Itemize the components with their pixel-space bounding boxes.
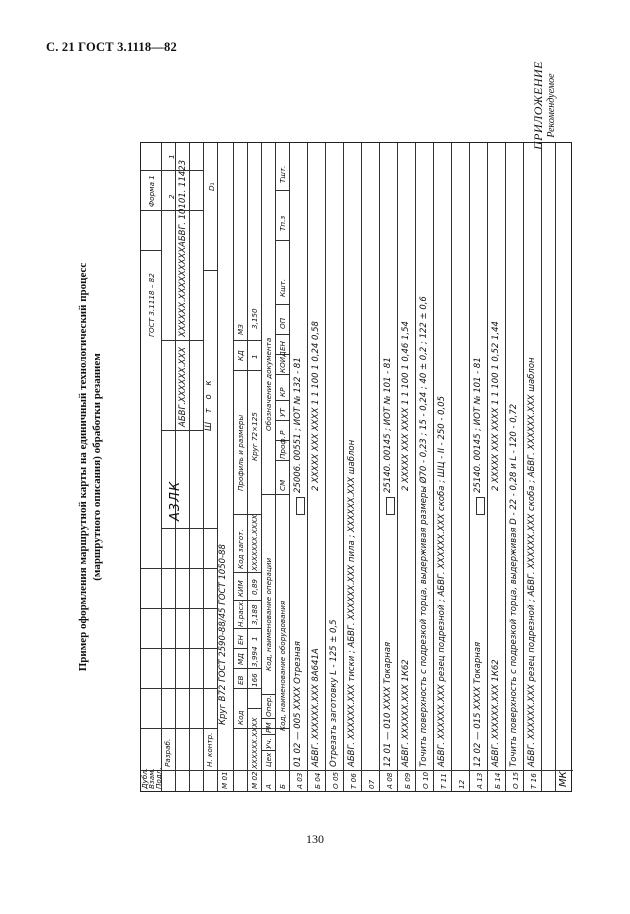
row-extra: 2 XXXXX XXX XXXX 1 1 100 1 0,24 0,58 <box>311 321 321 491</box>
row-text: АБВГ. XXXXXX.XXX 8А641А <box>311 648 321 767</box>
nkontr-label: Н. контр. <box>205 732 214 767</box>
bhead-prof: Проф. <box>278 436 287 459</box>
bhead-tpz: Тп.з <box>278 215 287 231</box>
document-title: Пример оформления маршрутной карты на единичный технологический процесс (маршрутного описания) обработки резанием <box>77 262 103 672</box>
row-extra: 25140. 00145 ; ИОТ № 101 - 81 <box>473 357 483 493</box>
row-text: АБВГ. XXXXXX.XXX 1К62 <box>491 659 501 767</box>
row-code: А 13 <box>475 772 484 789</box>
bhead-sm: СМ <box>278 479 287 491</box>
row-code: Б 04 <box>313 772 322 789</box>
route-card-form: Дубл. Взам. Подл. ГОСТ 3.1118 – 82 Форма 1 2 1 Разраб. Н. контр. А3ЛК АБВГ.XXXXXX.XXX XXXXXX.XXXXXXXXX АБВГ. 10101. 11423 D₁ Ш т о к М 01 Круг В72 ГОСТ 2590-88/45 ГОСТ 1050-88 Код ЕВ МД ЕН Н.расх. КИМ Код загот. Профиль и размеры КД МЗ М 02 XXXXXX.XXXX 166 3,994 1 3,188 0,89 XXXXXXX.XXXX Круг 72×125 1 3,150 А Цех Уч. РМ Опер. Код, наименование операции Обозначение документа Б Код, наименование оборудования СМ Проф. Р УТ КР КОИД ЕН ОП Кшт. Тп.з Тшт. А 03 01 02 — 005 XXXX Отрезная 25006. 00551 ; ИОТ № 132 - 81 Б 04 АБВГ. XXXXXX.XXX 8А641А 2 XXXXX XXX XXXX 1 1 100 1 0,24 0,58 О 05 Отрезать заготовку L - 125 ± 0,5 Т 06 АБВГ. XXXXXX.XXX тиски ; АБВГ. XXXXXX.XXX пила ; XXXXXX.XXX шаблон 07 А 08 12 01 — 010 XXXX Токарная 25140. 00145 ; ИОТ № 101 - 81 Б 09 АБВГ. XXXXXX.XXX 1К62 2 XXXXX XXX XXXX 1 1 100 1 0,46 1,54 О 10 Точить поверхность с подрезкой торца, выдерживая размеры Ø70 - 0,23 ; 15 - 0,24 ; 40 ± 0,2 ; 122 ± 0,6 Т 11 АБВГ. XXXXXX.XXX резец подрезной ; АБВГ. XXXXXX.XXX скоба ; ШЦ - II - 250 - 0,05 12 А 13 12 02 — 015 XXXX Токарная 25140. 00145 ; ИОТ № 101 - 81 Б 14 АБВГ. XXXXXX.XXX 1К62 2 XXXXX XXX XXXX 1 1 100 1 0,52 1,44 О 15 Точить поверхность с подрезкой торца, выдерживая D - 22 - 0,28 и L - 120 - 0,72 Т 16 АБВГ. XXXXXX.XXX резец подрезной ; АБВГ. XXXXXX.XXX скоба ; АБВГ. XXXXXX.XXX шаблон МК <box>140 142 572 792</box>
m02-en: 1 <box>250 636 259 641</box>
bhead-koid: КОИД <box>278 351 287 373</box>
sheet-number: 1 <box>167 154 176 159</box>
row-code: 12 <box>457 779 466 789</box>
ahead-uch: Уч. <box>264 738 273 749</box>
m02-profile: Круг 72×125 <box>250 412 259 461</box>
row-extra: 2 XXXXX XXX XXXX 1 1 100 1 0,52 1,44 <box>491 321 501 491</box>
m02-kodzag: XXXXXXX.XXXX <box>250 514 259 571</box>
m02-kd: 1 <box>250 354 259 359</box>
row-text: АБВГ. XXXXXX.XXX резец подрезной ; АБВГ. XXXXXX.XXX скоба ; ШЦ - II - 250 - 0,05 <box>437 395 447 767</box>
footer-code: МК <box>558 771 569 787</box>
material-line: Круг В72 ГОСТ 2590-88/45 ГОСТ 1050-88 <box>218 544 228 725</box>
bhead-en: ЕН <box>278 341 287 351</box>
bhead-tsht: Тшт. <box>278 165 287 183</box>
m02-mz: 3,150 <box>250 308 259 329</box>
doc-code-3: АБВГ. 10101. 11423 <box>178 159 188 247</box>
row-text: АБВГ. XXXXXX.XXX резец подрезной ; АБВГ. XXXXXX.XXX скоба ; АБВГ. XXXXXX.XXX шаблон <box>527 357 537 767</box>
bhead-r: Р <box>278 430 287 435</box>
ahead-rm: РМ <box>264 722 273 733</box>
mhead-kod: Код <box>236 710 245 725</box>
stamp-dubl: Дубл. <box>140 767 149 789</box>
row-code: Т 16 <box>529 773 538 789</box>
razrab-label: Разраб. <box>163 738 172 767</box>
appendix-subtitle: Рекомендуемое <box>546 73 557 138</box>
row-text: Точить поверхность с подрезкой торца, выдерживая D - 22 - 0,28 и L - 120 - 0,72 <box>509 403 519 767</box>
bhead-op: ОП <box>278 317 287 329</box>
row-code: Б 14 <box>493 772 502 789</box>
mhead-kim: КИМ <box>236 580 245 597</box>
row-extra: 25140. 00145 ; ИОТ № 101 - 81 <box>383 357 393 493</box>
row-code: Б 09 <box>403 772 412 789</box>
row-code: 07 <box>367 779 376 789</box>
row-text: АБВГ. XXXXXX.XXX тиски ; АБВГ. XXXXXX.XXX пила ; XXXXXX.XXX шаблон <box>347 439 357 767</box>
appendix-title: ПРИЛОЖЕНИЕ <box>531 61 545 150</box>
row-extra: 25006. 00551 ; ИОТ № 132 - 81 <box>293 357 303 493</box>
sheet-count: 2 <box>167 194 176 199</box>
rotated-form-area <box>77 142 572 792</box>
stamp-vzam: Взам. <box>147 768 156 789</box>
row-text: 01 02 — 005 XXXX Отрезная <box>293 641 303 767</box>
form-number: Форма 1 <box>147 175 156 207</box>
row-code: О 05 <box>331 771 340 789</box>
row-text: Отрезать заготовку L - 125 ± 0,5 <box>329 619 339 767</box>
row-code: А 03 <box>295 772 304 789</box>
ahead-tseh: Цех <box>264 752 273 767</box>
appendix-label <box>531 61 557 150</box>
ahead-doc: Обозначение документа <box>264 337 273 431</box>
bhead-kwt: Кшт. <box>278 278 287 297</box>
mhead-kd: КД <box>236 350 245 361</box>
d1-label: D₁ <box>207 182 216 191</box>
row-code: Т 11 <box>439 773 448 789</box>
mhead-mz: МЗ <box>236 324 245 335</box>
doc-code-2: XXXXXX.XXXXXXXXX <box>178 246 188 337</box>
gost-ref: ГОСТ 3.1118 – 82 <box>147 273 156 337</box>
mhead-md: МД <box>236 653 245 665</box>
row-code: Т 06 <box>349 773 358 789</box>
row-text: 12 01 — 010 XXXX Токарная <box>383 641 393 767</box>
row-code: А 08 <box>385 772 394 789</box>
row-text: 12 02 — 015 XXXX Токарная <box>473 641 483 767</box>
mhead-kodzag: Код загот. <box>236 529 245 569</box>
m02-md: 3,994 <box>250 646 259 667</box>
page-header: С. 21 ГОСТ 3.1118—82 <box>46 40 177 54</box>
bhead-ut: УТ <box>278 408 287 417</box>
row-text: АБВГ. XXXXXX.XXX 1К62 <box>401 659 411 767</box>
bhead-equip: Код, наименование оборудования <box>278 600 287 731</box>
mhead-ev: ЕВ <box>236 675 245 685</box>
page-number: 130 <box>306 832 324 846</box>
part-name: Ш т о к <box>204 377 214 431</box>
m02-nrash: 3,188 <box>250 604 259 625</box>
row-extra: 2 XXXXX XXX XXXX 1 1 100 1 0,46 1,54 <box>401 321 411 491</box>
m02-kod: XXXXXX.XXXX <box>250 717 259 769</box>
bhead-kr: КР <box>278 387 287 397</box>
doc-code-1: АБВГ.XXXXXX.XXX <box>178 346 188 427</box>
row-text: Точить поверхность с подрезкой торца, выдерживая размеры Ø70 - 0,23 ; 15 - 0,24 ; 40 ± 0,2 ; 122 ± 0,6 <box>419 296 429 767</box>
m02-kim: 0,89 <box>250 578 259 595</box>
mhead-nrash: Н.расх. <box>236 599 245 627</box>
ahead-oper: Опер. <box>264 695 273 717</box>
mhead-en: ЕН <box>236 635 245 645</box>
row-code: О 15 <box>511 771 520 789</box>
doc-code: А3ЛК <box>168 480 183 521</box>
mhead-profile: Профиль и размеры <box>236 414 245 491</box>
stamp-podl: Подл. <box>154 767 163 789</box>
m02-ev: 166 <box>250 673 259 687</box>
ahead-opname: Код, наименование операции <box>264 557 273 671</box>
row-code: О 10 <box>421 771 430 789</box>
